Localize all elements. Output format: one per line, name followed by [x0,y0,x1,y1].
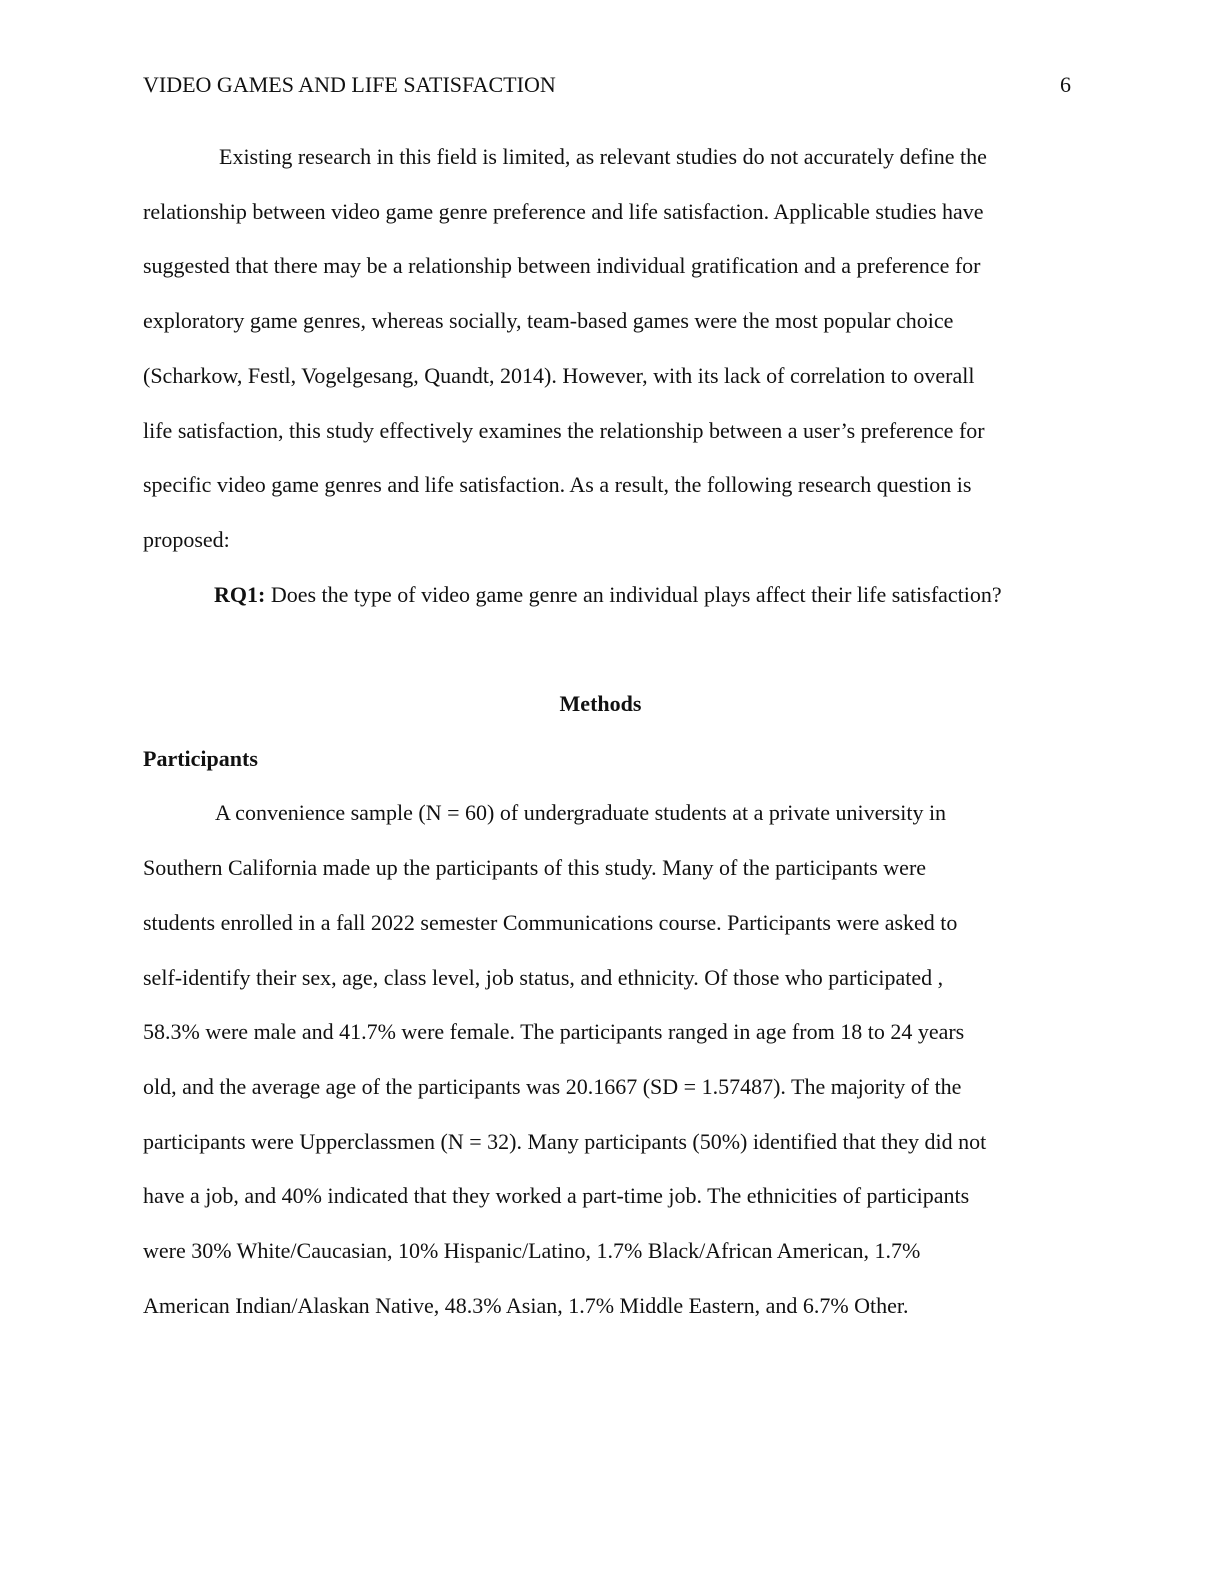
running-head: VIDEO GAMES AND LIFE SATISFACTION [143,72,556,97]
page-number: 6 [1060,72,1071,97]
body-text [143,130,1058,1333]
paragraph-line: Existing research in this field is limited, as relevant studies do not accurately define the [219,144,987,169]
research-question [143,568,1058,623]
methods-heading: Methods [559,691,642,717]
participants-paragraph [143,786,1058,1333]
paragraph-line: (Scharkow, Festl, Vogelgesang, Quandt, 2014). However, with its lack of correlation to overall [143,362,975,388]
paragraph-line: specific video game genres and life satisfaction. As a result, the following research question is [143,472,972,498]
paragraph-line: participants were Upperclassmen (N = 32). Many participants (50%) identified that they did not [143,1128,987,1154]
research-question-label: RQ1: [214,581,266,607]
paragraph-line: 58.3% were male and 41.7% were female. The participants ranged in age from 18 to 24 years [143,1019,965,1045]
paragraph-line: self-identify their sex, age, class level, job status, and ethnicity. Of those who participated , [143,964,944,990]
paragraph-line: have a job, and 40% indicated that they worked a part-time job. The ethnicities of participants [143,1183,970,1209]
paragraph-line: American Indian/Alaskan Native, 48.3% Asian, 1.7% Middle Eastern, and 6.7% Other. [143,1292,909,1318]
paragraph-line: old, and the average age of the participants was 20.1667 (SD = 1.57487). The majority of the [143,1073,962,1099]
paragraph-line: were 30% White/Caucasian, 10% Hispanic/Latino, 1.7% Black/African American, 1.7% [143,1238,921,1264]
paragraph-line: life satisfaction, this study effectively examines the relationship between a user’s preference for [143,417,985,443]
participants-heading: Participants [143,745,258,771]
paragraph-line: suggested that there may be a relationship between individual gratification and a preference for [143,253,981,279]
blank-line [143,622,1058,677]
paragraph-line: A convenience sample (N = 60) of undergraduate students at a private university in [215,800,947,826]
paragraph-line: Southern California made up the participants of this study. Many of the participants were [143,855,927,881]
research-question-text: Does the type of video game genre an individual plays affect their life satisfaction? [265,581,1002,607]
intro-paragraph [143,130,1058,568]
page-header [143,70,1071,100]
paragraph-line: relationship between video game genre preference and life satisfaction. Applicable studies have [143,198,984,224]
paragraph-line: students enrolled in a fall 2022 semester Communications course. Participants were asked to [143,909,958,935]
paragraph-line: proposed: [143,526,230,552]
paragraph-line: exploratory game genres, whereas socially, team-based games were the most popular choice [143,308,954,334]
